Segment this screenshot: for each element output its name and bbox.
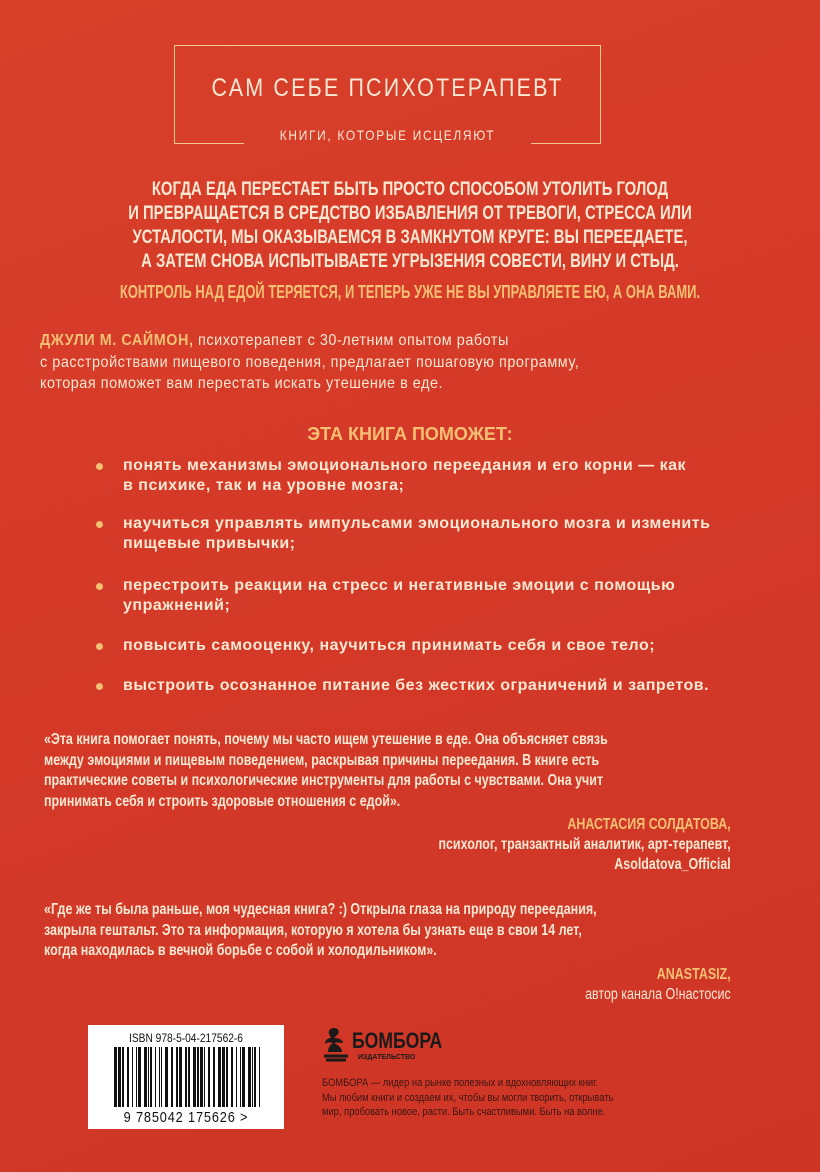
- barcode-bar: [242, 1047, 245, 1107]
- benefit-line: перестроить реакции на стресс и негативные эмоции с помощью: [123, 577, 676, 594]
- review-signature: [356, 815, 731, 875]
- barcode-bar: [165, 1047, 168, 1107]
- barcode-bar: [259, 1047, 260, 1107]
- control-line: [0, 282, 820, 303]
- bullet-icon: [96, 583, 103, 590]
- bullet-icon: [96, 683, 103, 690]
- quote-line: практические советы и психологические инструменты для работы с чувствами. Она учит: [44, 772, 604, 789]
- barcode-bar: [185, 1047, 187, 1107]
- barcode-bar: [231, 1047, 233, 1107]
- review-quote: [44, 900, 597, 962]
- barcode-bar: [208, 1047, 210, 1107]
- intro-line: УСТАЛОСТИ, МЫ ОКАЗЫВАЕМСЯ В ЗАМКНУТОМ КРУГЕ: ВЫ ПЕРЕЕДАЕТЕ,: [132, 227, 688, 248]
- reviewer-name: ANASTASIZ,: [657, 966, 731, 983]
- reviewer-role: психолог, транзактный аналитик, арт-терапевт,: [438, 836, 731, 853]
- author-paragraph: [40, 330, 579, 395]
- benefit-line: пищевые привычки;: [123, 535, 296, 552]
- barcode-bar: [179, 1047, 182, 1107]
- bullet-icon: [96, 463, 103, 470]
- intro-line: А ЗАТЕМ СНОВА ИСПЫТЫВАЕТЕ УГРЫЗЕНИЯ СОВЕСТИ, ВИНУ И СТЫД.: [141, 251, 679, 272]
- benefit-line: выстроить осознанное питание без жестких ограничений и запретов.: [123, 677, 710, 694]
- frame-line-right: [531, 143, 601, 144]
- publisher-subtitle: ИЗДАТЕЛЬСТВО: [358, 1054, 416, 1061]
- desc-line: БОМБОРА — лидер на рынке полезных и вдохновляющих книг.: [322, 1077, 599, 1089]
- intro-paragraph: [0, 178, 820, 274]
- benefits-heading: ЭТА КНИГА ПОМОЖЕТ:: [307, 424, 513, 444]
- barcode-bar: [118, 1047, 121, 1107]
- barcode-bar: [218, 1047, 221, 1107]
- frame-line-left: [174, 143, 244, 144]
- barcode-bar: [236, 1047, 237, 1107]
- barcode-bar: [138, 1047, 141, 1107]
- review-quote: [44, 730, 608, 812]
- quote-line: между эмоциями и пищевым поведением, раскрывая причины переедания. В книге есть: [44, 751, 600, 769]
- barcode-bar: [204, 1047, 205, 1107]
- barcode-bar: [161, 1047, 162, 1107]
- author-line: психотерапевт с 30-летним опытом работы: [193, 332, 509, 349]
- bullet-icon: [96, 643, 103, 650]
- barcode-bar: [222, 1047, 225, 1107]
- author-line: которая поможет вам перестать искать утешение в еде.: [40, 375, 444, 392]
- review-signature: [544, 965, 731, 1005]
- barcode: [88, 1025, 284, 1129]
- reviewer-handle: Asoldatova_Official: [614, 856, 731, 873]
- publisher-logo: [322, 1026, 462, 1066]
- quote-line: когда находилась в вечной борьбе с собой и холодильником».: [44, 942, 437, 959]
- barcode-bar: [193, 1047, 196, 1107]
- quote-line: закрыла гештальт. Это та информация, которую я хотела бы узнать еще в свои 14 лет,: [44, 921, 582, 939]
- quote-line: принимать себя и строить здоровые отношения с едой».: [44, 792, 401, 810]
- benefit-line: упражнений;: [123, 597, 231, 614]
- barcode-bar: [252, 1047, 253, 1107]
- barcode-bar: [188, 1047, 190, 1107]
- publisher-description: [322, 1076, 613, 1120]
- publisher-figure-icon: [322, 1026, 350, 1064]
- benefit-line: в психике, так и на уровне мозга;: [123, 477, 405, 494]
- barcode-bar: [240, 1047, 241, 1107]
- barcode-bar: [122, 1047, 124, 1107]
- intro-line: КОГДА ЕДА ПЕРЕСТАЕТ БЫТЬ ПРОСТО СПОСОБОМ УТОЛИТЬ ГОЛОД: [151, 179, 669, 200]
- intro-line: И ПРЕВРАЩАЕТСЯ В СРЕДСТВО ИЗБАВЛЕНИЯ ОТ ТРЕВОГИ, СТРЕССА ИЛИ: [128, 203, 692, 224]
- series-subtitle: КНИГИ, КОТОРЫЕ ИСЦЕЛЯЮТ: [279, 127, 496, 143]
- barcode-bar: [148, 1047, 149, 1107]
- barcode-bar: [127, 1047, 129, 1107]
- barcode-bar: [171, 1047, 173, 1107]
- bullet-icon: [96, 521, 103, 528]
- author-line: с расстройствами пищевого поведения, предлагает пошаговую программу,: [40, 353, 580, 371]
- barcode-bar: [144, 1047, 147, 1107]
- barcode-bar: [136, 1047, 137, 1107]
- publisher-name: БОМБОРА: [352, 1028, 443, 1053]
- barcode-bar: [150, 1047, 152, 1107]
- author-name: ДЖУЛИ М. САЙМОН,: [40, 332, 194, 349]
- barcode-bar: [132, 1047, 133, 1107]
- isbn-text: ISBN 978-5-04-217562-6: [129, 1031, 243, 1045]
- barcode-bar: [200, 1047, 203, 1107]
- series-title: САМ СЕБЕ ПСИХОТЕРАПЕВТ: [211, 74, 564, 102]
- benefit-line: повысить самооценку, научиться принимать себя и свое тело;: [123, 637, 656, 654]
- barcode-digits: 9 785042 175626 >: [123, 1109, 249, 1126]
- barcode-bar: [226, 1047, 228, 1107]
- barcode-bar: [155, 1047, 156, 1107]
- control-text: КОНТРОЛЬ НАД ЕДОЙ ТЕРЯЕТСЯ, И ТЕПЕРЬ УЖЕ НЕ ВЫ УПРАВЛЯЕТЕ ЕЮ, А ОНА ВАМИ.: [119, 282, 701, 302]
- barcode-bar: [197, 1047, 199, 1107]
- desc-line: мир, пробовать новое, расти. Быть счастливыми. Быть на волне.: [322, 1106, 606, 1118]
- quote-line: «Эта книга помогает понять, почему мы часто ищем утешение в еде. Она объясняет связь: [44, 731, 608, 748]
- barcode-bar: [159, 1047, 160, 1107]
- barcode-bars: [114, 1047, 262, 1107]
- barcode-bar: [176, 1047, 178, 1107]
- barcode-bar: [248, 1047, 251, 1107]
- benefit-line: понять механизмы эмоционального переедания и его корни — как: [123, 457, 686, 474]
- barcode-bar: [213, 1047, 215, 1107]
- reviewer-role: автор канала О!настосис: [585, 986, 731, 1003]
- desc-line: Мы любим книги и создаем их, чтобы вы могли творить, открывать: [322, 1091, 614, 1104]
- quote-line: «Где же ты была раньше, моя чудесная книга? :) Открыла глаза на природу переедания,: [44, 901, 597, 918]
- reviewer-name: АНАСТАСИЯ СОЛДАТОВА,: [567, 816, 731, 833]
- barcode-bar: [254, 1047, 256, 1107]
- benefit-line: научиться управлять импульсами эмоционального мозга и изменить: [123, 515, 711, 532]
- barcode-bar: [114, 1047, 117, 1107]
